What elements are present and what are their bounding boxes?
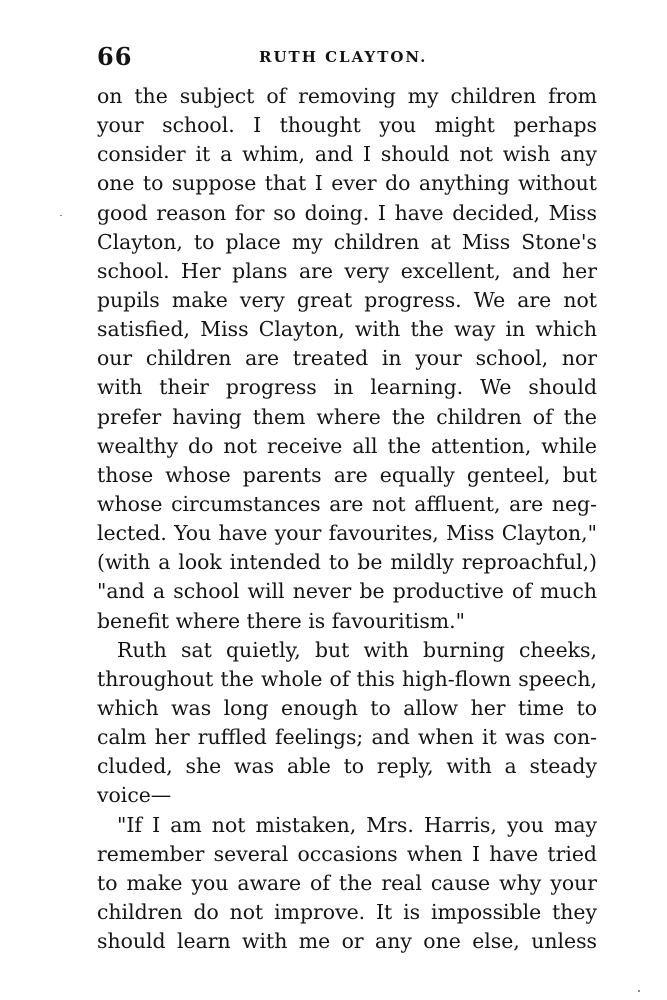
corner-speck: [638, 990, 640, 992]
text-line: whose circumstances are not affluent, are neg-: [97, 491, 597, 516]
page-header: [97, 42, 597, 76]
text-line: good reason for so doing. I have decided, Miss: [97, 200, 597, 225]
text-line: on the subject of removing my children from: [97, 84, 597, 108]
text-line: should learn with me or any one else, unless: [97, 929, 597, 954]
text-line: "If I am not mistaken, Mrs. Harris, you may: [117, 812, 597, 837]
text-line: (with a look intended to be mildly reproachful,): [97, 550, 597, 575]
text-line: calm her ruffled feelings; and when it was con-: [97, 725, 597, 750]
running-title: RUTH CLAYTON.: [259, 48, 428, 66]
body-text: [97, 82, 597, 956]
text-line: prefer having them where the children of the: [97, 404, 597, 429]
text-line: which was long enough to allow her time to: [97, 695, 597, 720]
text-line: consider it a whim, and I should not wish any: [97, 142, 597, 167]
text-line: Clayton, to place my children at Miss Stone's: [97, 229, 597, 254]
text-line: those whose parents are equally genteel, but: [97, 462, 597, 487]
page-number: 66: [97, 42, 133, 71]
text-line: your school. I thought you might perhaps: [97, 113, 597, 138]
text-line: children do not improve. It is impossible they: [97, 899, 597, 924]
text-line: throughout the whole of this high-flown speech,: [97, 666, 597, 691]
text-line: our children are treated in your school, nor: [97, 346, 597, 371]
text-line: pupils make very great progress. We are not: [97, 287, 597, 312]
text-line: satisfied, Miss Clayton, with the way in which: [97, 317, 597, 342]
text-line: with their progress in learning. We should: [97, 375, 597, 400]
text-line: voice—: [97, 783, 172, 808]
text-line: wealthy do not receive all the attention, while: [97, 433, 597, 458]
text-line: remember several occasions when I have tried: [97, 841, 597, 866]
text-line: cluded, she was able to reply, with a steady: [97, 754, 597, 779]
text-line: lected. You have your favourites, Miss Clayton,": [97, 521, 597, 546]
text-line: Ruth sat quietly, but with burning cheeks,: [117, 637, 597, 662]
text-line: benefit where there is favouritism.": [97, 608, 465, 633]
text-line: school. Her plans are very excellent, and her: [97, 258, 597, 283]
text-line: "and a school will never be productive of much: [97, 579, 597, 604]
text-line: one to suppose that I ever do anything without: [97, 171, 597, 196]
text-line: to make you aware of the real cause why your: [97, 870, 597, 895]
margin-speck: [60, 215, 62, 216]
